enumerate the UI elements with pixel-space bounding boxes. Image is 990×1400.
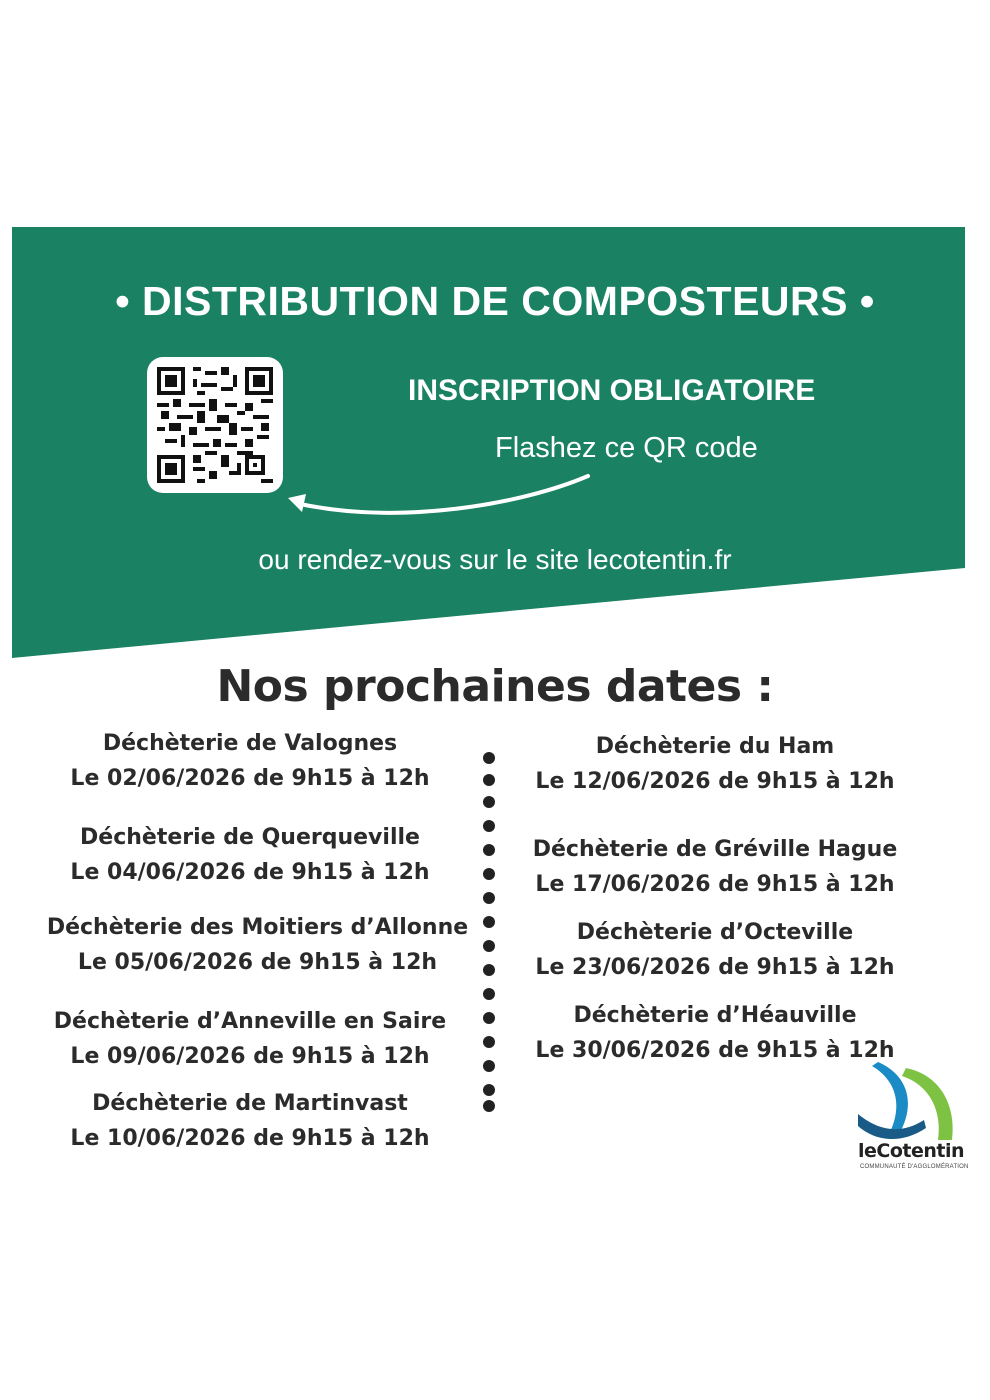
entry-place: Déchèterie d’Héauville — [573, 1003, 857, 1028]
list-item — [30, 910, 485, 980]
logo-name: leCotentin — [858, 1140, 965, 1162]
entry-date: Le 09/06/2026 de 9h15 à 12h — [70, 1044, 430, 1069]
flashez-label: Flashez ce QR code — [495, 432, 758, 464]
entry-date: Le 17/06/2026 de 9h15 à 12h — [535, 872, 895, 897]
list-item — [30, 726, 470, 796]
entry-date: Le 10/06/2026 de 9h15 à 12h — [70, 1126, 430, 1151]
qr-code-icon — [157, 367, 273, 483]
list-item — [505, 729, 925, 799]
list-item — [505, 915, 925, 985]
entry-date: Le 05/06/2026 de 9h15 à 12h — [77, 950, 438, 975]
curved-arrow-icon — [280, 470, 600, 540]
entry-place: Déchèterie de Gréville Hague — [532, 837, 898, 862]
list-item — [30, 1004, 470, 1074]
entry-date: Le 30/06/2026 de 9h15 à 12h — [535, 1038, 895, 1063]
entry-date: Le 04/06/2026 de 9h15 à 12h — [70, 860, 430, 885]
entry-date: Le 02/06/2026 de 9h15 à 12h — [70, 766, 430, 791]
list-item — [30, 820, 470, 890]
qr-code[interactable] — [147, 357, 283, 493]
entry-place: Déchèterie des Moitiers d’Allonne — [46, 915, 469, 940]
logo-subtitle: COMMUNAUTÉ D'AGGLOMÉRATION — [860, 1164, 969, 1170]
entry-place: Déchèterie d’Octeville — [576, 920, 854, 945]
list-item — [505, 832, 925, 902]
entry-date: Le 12/06/2026 de 9h15 à 12h — [535, 769, 895, 794]
entry-place: Déchèterie du Ham — [595, 734, 835, 759]
entry-place: Déchèterie de Martinvast — [92, 1091, 408, 1116]
inscription-label: INSCRIPTION OBLIGATOIRE — [408, 374, 816, 407]
list-item — [30, 1086, 470, 1156]
site-link-text[interactable]: ou rendez-vous sur le site lecotentin.fr — [258, 544, 732, 575]
dates-title: Nos prochaines dates : — [216, 661, 774, 712]
headline: • DISTRIBUTION DE COMPOSTEURS • — [115, 278, 875, 324]
dotted-separator — [483, 752, 495, 1112]
list-item — [505, 998, 925, 1068]
entry-place: Déchèterie de Valognes — [102, 731, 398, 756]
entry-date: Le 23/06/2026 de 9h15 à 12h — [535, 955, 895, 980]
entry-place: Déchèterie de Querqueville — [80, 825, 420, 850]
entry-place: Déchèterie d’Anneville en Saire — [53, 1009, 447, 1034]
